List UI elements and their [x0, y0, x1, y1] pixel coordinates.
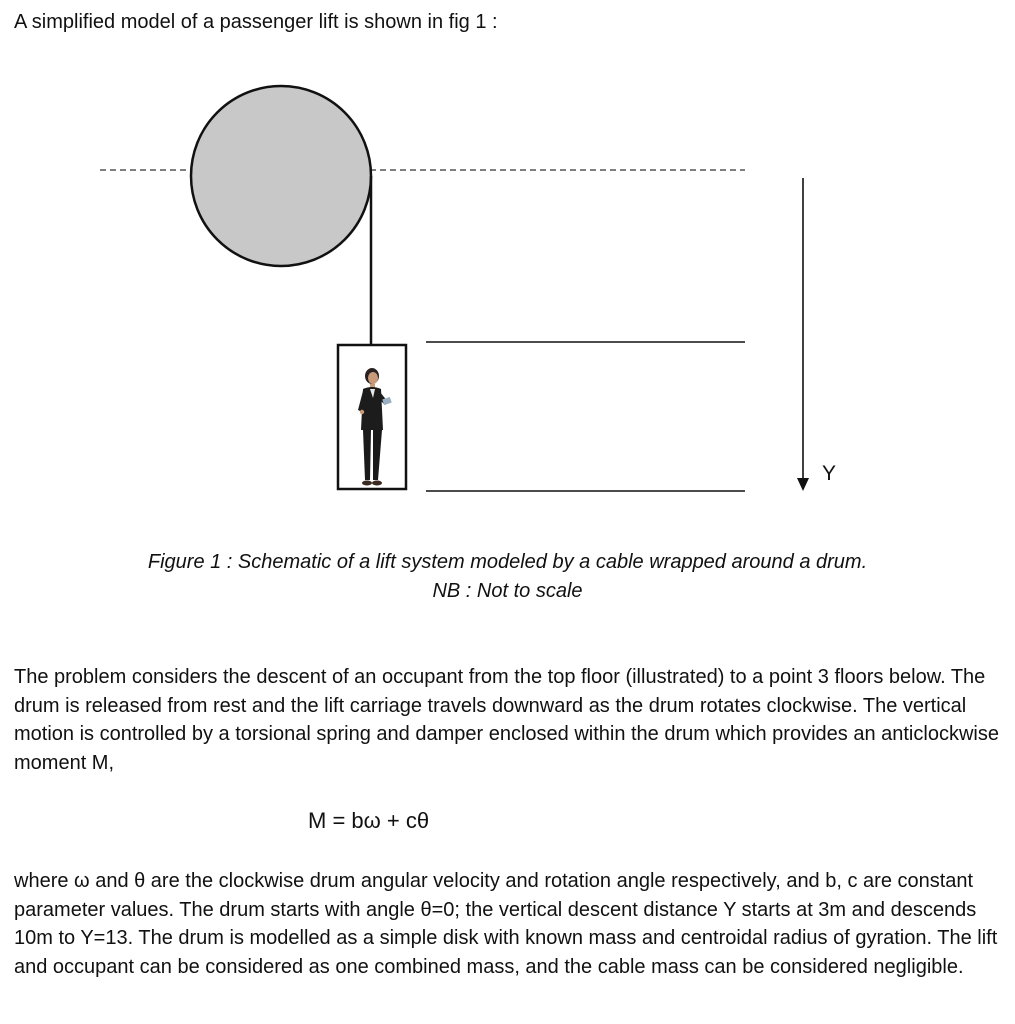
drum — [191, 86, 371, 266]
y-label: Y — [822, 462, 837, 485]
moment-equation: M = bω + cθ — [308, 808, 430, 833]
caption-line-2: NB : Not to scale — [432, 580, 583, 602]
definitions-paragraph: where ω and θ are the clockwise drum angular velocity and rotation angle respectively, and b, c are constant parameter values. The drum starts with angle θ=0; the vertical descent distance Y starts at 3m and descends 10m to Y=13. The drum is modelled as a simple disk with known mass and centroidal radius of gyration. The lift and occupant can be considered as one combined mass, and the cable mass can be considered negligible. — [14, 870, 998, 978]
figure-caption — [0, 548, 1015, 606]
caption-line-1: Figure 1 : Schematic of a lift system modeled by a cable wrapped around a drum. — [147, 551, 868, 573]
lift-schematic — [0, 60, 1015, 500]
intro-text: A simplified model of a passenger lift is shown in fig 1 : — [14, 11, 498, 33]
problem-paragraph: The problem considers the descent of an occupant from the top floor (illustrated) to a point 3 floors below. The drum is released from rest and the lift carriage travels downward as the drum rotates clockwise. The vertical motion is controlled by a torsional spring and damper enclosed within the drum which provides an anticlockwise moment M, — [14, 666, 999, 774]
y-arrowhead — [797, 478, 809, 491]
